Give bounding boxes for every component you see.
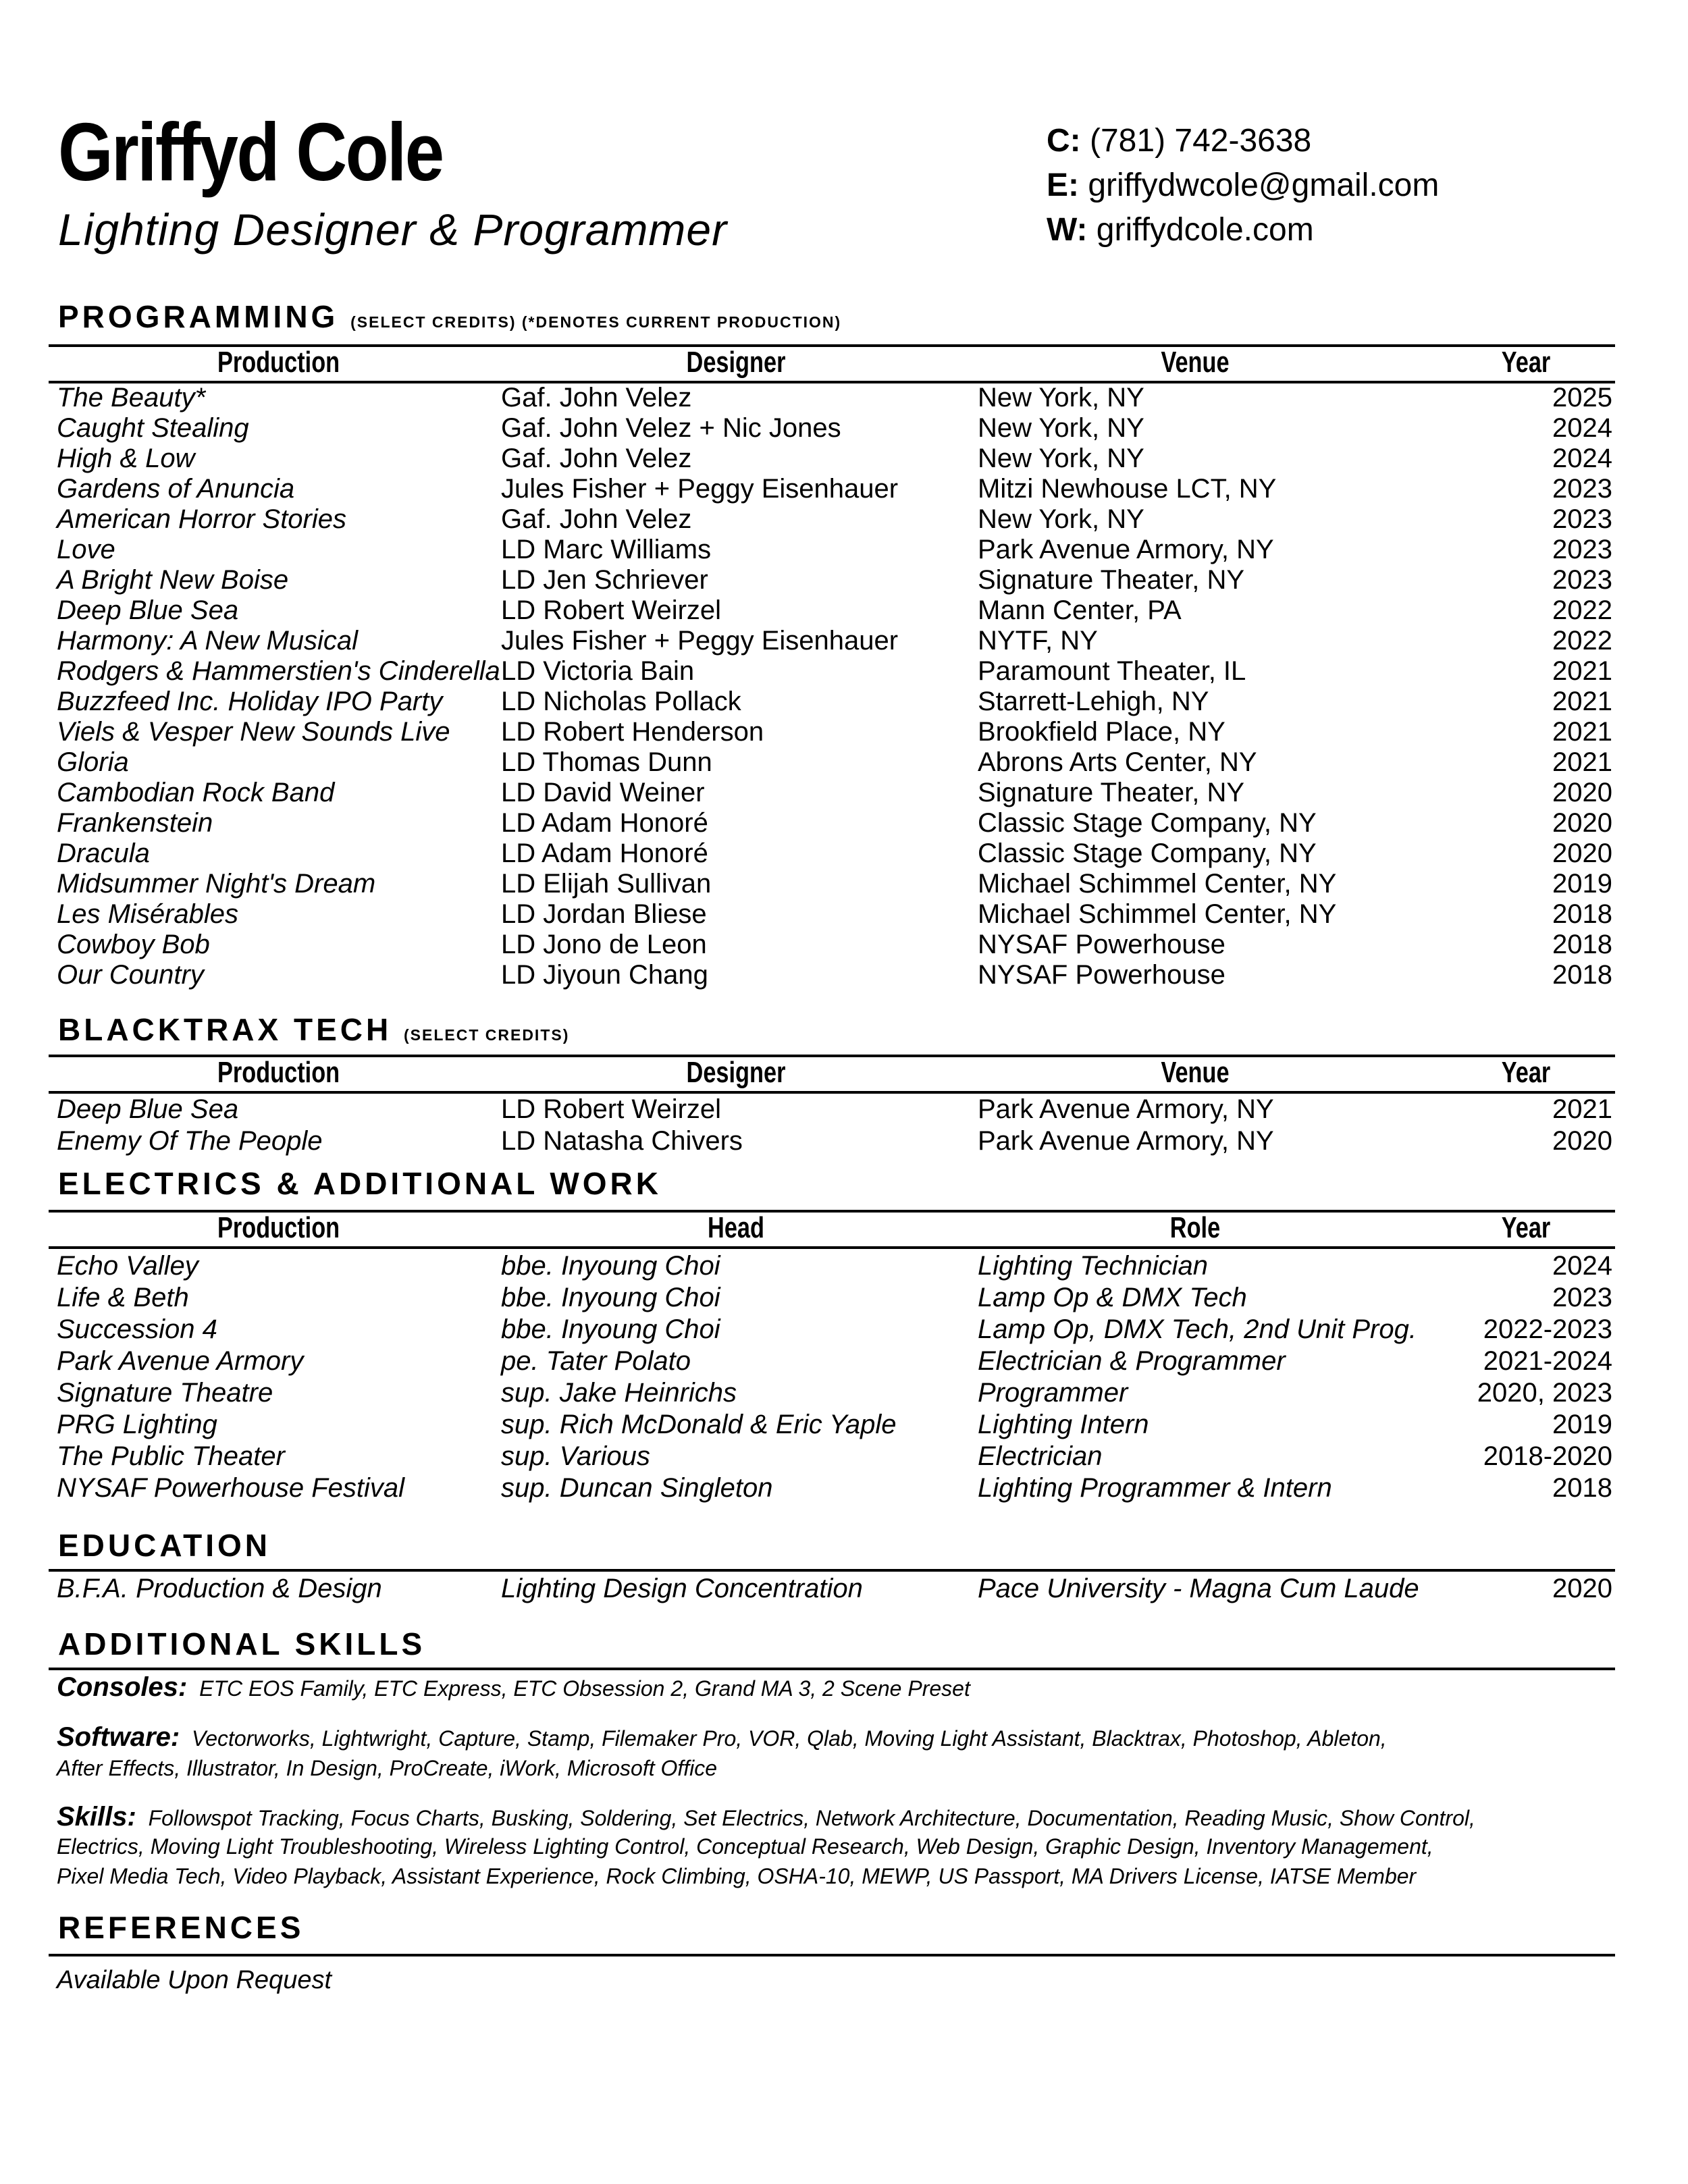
electrics-col-production: Production <box>217 1211 340 1244</box>
electrics-row-6-production: The Public Theater <box>57 1441 285 1471</box>
programming-row-12-col2: LD Thomas Dunn <box>501 747 712 777</box>
programming-row-15-production: Dracula <box>57 838 150 868</box>
skills-skills-line-1 <box>57 1801 1475 1834</box>
blacktrax-row-1-col2: LD Natasha Chivers <box>501 1126 743 1156</box>
electrics-row-5-production: PRG Lighting <box>57 1410 217 1439</box>
blacktrax-col-venue: Venue <box>1161 1056 1230 1089</box>
education-year: 2020 <box>1552 1574 1612 1603</box>
blacktrax-heading <box>58 1011 569 1048</box>
programming-row-1-year: 2024 <box>1552 413 1612 443</box>
electrics-row-4-year: 2020, 2023 <box>1477 1378 1612 1408</box>
skills-consoles-line <box>57 1672 970 1704</box>
programming-row-18-year: 2018 <box>1552 930 1612 959</box>
programming-row-17-production: Les Misérables <box>57 899 239 929</box>
programming-row-11-production: Viels & Vesper New Sounds Live <box>57 717 450 747</box>
programming-row-15-year: 2020 <box>1552 838 1612 868</box>
programming-row-11-year: 2021 <box>1552 717 1612 747</box>
skills-skills-line-2: Electrics, Moving Light Troubleshooting, Wireless Lighting Control, Conceptual Research, Web Design, Graphic Design, Inventory Management, <box>57 1834 1433 1859</box>
electrics-row-7-production: NYSAF Powerhouse Festival <box>57 1473 405 1503</box>
programming-row-9-col3: Paramount Theater, IL <box>978 656 1246 686</box>
electrics-col-head: Head <box>708 1211 764 1244</box>
references-text: Available Upon Request <box>57 1966 332 1994</box>
blacktrax-row-0-production: Deep Blue Sea <box>57 1094 239 1124</box>
programming-row-19-col2: LD Jiyoun Chang <box>501 960 708 990</box>
programming-row-18-production: Cowboy Bob <box>57 930 210 959</box>
programming-row-3-year: 2023 <box>1552 474 1612 504</box>
programming-row-17-col3: Michael Schimmel Center, NY <box>978 899 1337 929</box>
electrics-row-1-col3: Lamp Op & DMX Tech <box>978 1283 1247 1312</box>
programming-row-14-production: Frankenstein <box>57 808 213 838</box>
education-concentration: Lighting Design Concentration <box>501 1574 863 1603</box>
electrics-row-4-col2: sup. Jake Heinrichs <box>501 1378 737 1408</box>
programming-row-0-production: The Beauty* <box>57 383 206 412</box>
programming-row-15-col3: Classic Stage Company, NY <box>978 838 1317 868</box>
skills-skills-line-3: Pixel Media Tech, Video Playback, Assistant Experience, Rock Climbing, OSHA-10, MEWP, US Passport, MA Drivers License, IATSE Member <box>57 1864 1417 1888</box>
electrics-row-0-year: 2024 <box>1552 1251 1612 1281</box>
blacktrax-row-0-col2: LD Robert Weirzel <box>501 1094 722 1124</box>
electrics-col-role: Role <box>1169 1211 1221 1244</box>
programming-row-5-col2: LD Marc Williams <box>501 535 712 564</box>
programming-row-4-year: 2023 <box>1552 504 1612 534</box>
skills-rule <box>49 1668 1615 1670</box>
electrics-rule-header <box>49 1246 1615 1249</box>
electrics-row-0-col2: bbe. Inyoung Choi <box>501 1251 720 1281</box>
education-degree: B.F.A. Production & Design <box>57 1574 382 1603</box>
programming-row-13-col2: LD David Weiner <box>501 778 705 807</box>
electrics-row-7-col3: Lighting Programmer & Intern <box>978 1473 1332 1503</box>
programming-row-5-production: Love <box>57 535 115 564</box>
electrics-row-1-col2: bbe. Inyoung Choi <box>501 1283 720 1312</box>
skills-software-text-1: Vectorworks, Lightwright, Capture, Stamp, Filemaker Pro, VOR, Qlab, Moving Light Assistant, Blacktrax, Photoshop, Ableton, <box>192 1726 1387 1751</box>
programming-row-8-col3: NYTF, NY <box>978 626 1098 656</box>
blacktrax-row-1-year: 2020 <box>1552 1126 1612 1156</box>
programming-row-9-production: Rodgers & Hammerstien's Cinderella <box>57 656 500 686</box>
programming-row-12-production: Gloria <box>57 747 129 777</box>
programming-row-3-col2: Jules Fisher + Peggy Eisenhauer <box>501 474 899 504</box>
programming-row-11-col3: Brookfield Place, NY <box>978 717 1225 747</box>
contact-phone-label: C: <box>1047 123 1081 159</box>
programming-row-10-year: 2021 <box>1552 687 1612 716</box>
blacktrax-note: (SELECT CREDITS) <box>403 1026 570 1044</box>
programming-row-18-col2: LD Jono de Leon <box>501 930 707 959</box>
programming-col-production: Production <box>217 346 340 379</box>
contact-website-label: W: <box>1047 212 1088 248</box>
programming-row-1-production: Caught Stealing <box>57 413 249 443</box>
programming-row-7-col2: LD Robert Weirzel <box>501 595 722 625</box>
skills-software-line-2: After Effects, Illustrator, In Design, ProCreate, iWork, Microsoft Office <box>57 1756 718 1780</box>
electrics-row-1-production: Life & Beth <box>57 1283 189 1312</box>
skills-skills-label: Skills: <box>57 1802 136 1832</box>
electrics-col-year: Year <box>1501 1211 1551 1244</box>
electrics-row-4-col3: Programmer <box>978 1378 1128 1408</box>
programming-row-12-year: 2021 <box>1552 747 1612 777</box>
skills-consoles-label: Consoles: <box>57 1672 188 1702</box>
skills-software-label: Software: <box>57 1722 180 1752</box>
electrics-row-7-year: 2018 <box>1552 1473 1612 1503</box>
electrics-row-2-year: 2022-2023 <box>1483 1314 1612 1344</box>
education-heading <box>58 1527 271 1564</box>
blacktrax-row-1-col3: Park Avenue Armory, NY <box>978 1126 1274 1156</box>
electrics-row-6-col2: sup. Various <box>501 1441 650 1471</box>
programming-row-1-col2: Gaf. John Velez + Nic Jones <box>501 413 841 443</box>
programming-row-0-col3: New York, NY <box>978 383 1144 412</box>
programming-heading <box>58 298 841 335</box>
skills-title: ADDITIONAL SKILLS <box>58 1626 426 1661</box>
electrics-row-7-col2: sup. Duncan Singleton <box>501 1473 773 1503</box>
education-rule <box>49 1569 1615 1572</box>
references-rule <box>49 1954 1615 1956</box>
programming-row-16-year: 2019 <box>1552 869 1612 899</box>
programming-col-venue: Venue <box>1161 346 1230 379</box>
electrics-row-4-production: Signature Theatre <box>57 1378 273 1408</box>
blacktrax-title: BLACKTRAX TECH <box>58 1012 392 1047</box>
programming-row-18-col3: NYSAF Powerhouse <box>978 930 1225 959</box>
programming-row-13-production: Cambodian Rock Band <box>57 778 335 807</box>
programming-row-3-col3: Mitzi Newhouse LCT, NY <box>978 474 1277 504</box>
electrics-row-6-year: 2018-2020 <box>1483 1441 1612 1471</box>
resume-name: Griffyd Cole <box>58 106 443 198</box>
programming-row-19-production: Our Country <box>57 960 204 990</box>
programming-row-6-col3: Signature Theater, NY <box>978 565 1245 595</box>
electrics-row-6-col3: Electrician <box>978 1441 1103 1471</box>
blacktrax-row-0-year: 2021 <box>1552 1094 1612 1124</box>
electrics-row-2-col3: Lamp Op, DMX Tech, 2nd Unit Prog. <box>978 1314 1417 1344</box>
programming-row-7-col3: Mann Center, PA <box>978 595 1182 625</box>
references-title: REFERENCES <box>58 1910 305 1945</box>
blacktrax-col-year: Year <box>1501 1056 1551 1089</box>
programming-row-19-year: 2018 <box>1552 960 1612 990</box>
programming-row-12-col3: Abrons Arts Center, NY <box>978 747 1257 777</box>
skills-consoles-text: ETC EOS Family, ETC Express, ETC Obsession 2, Grand MA 3, 2 Scene Preset <box>199 1676 970 1701</box>
programming-row-1-col3: New York, NY <box>978 413 1144 443</box>
programming-row-10-col3: Starrett-Lehigh, NY <box>978 687 1209 716</box>
electrics-row-5-year: 2019 <box>1552 1410 1612 1439</box>
blacktrax-col-designer: Designer <box>686 1056 786 1089</box>
programming-row-17-col2: LD Jordan Bliese <box>501 899 707 929</box>
programming-row-10-col2: LD Nicholas Pollack <box>501 687 741 716</box>
programming-row-4-production: American Horror Stories <box>57 504 347 534</box>
resume-title: Lighting Designer & Programmer <box>58 205 728 255</box>
programming-row-0-year: 2025 <box>1552 383 1612 412</box>
contact-website <box>1047 208 1439 252</box>
programming-row-9-year: 2021 <box>1552 656 1612 686</box>
programming-row-19-col3: NYSAF Powerhouse <box>978 960 1225 990</box>
programming-row-16-col2: LD Elijah Sullivan <box>501 869 712 899</box>
programming-row-15-col2: LD Adam Honoré <box>501 838 708 868</box>
electrics-row-3-col2: pe. Tater Polato <box>501 1346 691 1376</box>
programming-row-7-year: 2022 <box>1552 595 1612 625</box>
blacktrax-col-production: Production <box>217 1056 340 1089</box>
programming-row-16-production: Midsummer Night's Dream <box>57 869 376 899</box>
programming-row-9-col2: LD Victoria Bain <box>501 656 695 686</box>
education-title: EDUCATION <box>58 1528 271 1563</box>
programming-col-year: Year <box>1501 346 1551 379</box>
programming-col-designer: Designer <box>686 346 786 379</box>
programming-row-0-col2: Gaf. John Velez <box>501 383 692 412</box>
programming-row-2-production: High & Low <box>57 444 195 473</box>
skills-heading <box>58 1626 425 1662</box>
programming-row-2-col2: Gaf. John Velez <box>501 444 692 473</box>
contact-email-label: E: <box>1047 167 1079 203</box>
electrics-row-2-col2: bbe. Inyoung Choi <box>501 1314 720 1344</box>
education-school: Pace University - Magna Cum Laude <box>978 1574 1419 1603</box>
electrics-row-5-col3: Lighting Intern <box>978 1410 1149 1439</box>
contact-phone <box>1047 119 1439 163</box>
programming-row-6-col2: LD Jen Schriever <box>501 565 708 595</box>
electrics-row-0-production: Echo Valley <box>57 1251 199 1281</box>
programming-row-14-col2: LD Adam Honoré <box>501 808 708 838</box>
programming-row-17-year: 2018 <box>1552 899 1612 929</box>
electrics-row-5-col2: sup. Rich McDonald & Eric Yaple <box>501 1410 897 1439</box>
programming-row-5-year: 2023 <box>1552 535 1612 564</box>
electrics-row-2-production: Succession 4 <box>57 1314 217 1344</box>
programming-row-6-production: A Bright New Boise <box>57 565 289 595</box>
electrics-row-3-year: 2021-2024 <box>1483 1346 1612 1376</box>
programming-row-5-col3: Park Avenue Armory, NY <box>978 535 1274 564</box>
electrics-heading <box>58 1165 662 1202</box>
programming-row-8-production: Harmony: A New Musical <box>57 626 359 656</box>
electrics-title: ELECTRICS & ADDITIONAL WORK <box>58 1166 662 1201</box>
contact-phone-value[interactable]: (781) 742-3638 <box>1090 123 1312 159</box>
programming-title: PROGRAMMING <box>58 299 339 334</box>
electrics-row-1-year: 2023 <box>1552 1283 1612 1312</box>
skills-software-line-1 <box>57 1722 1387 1754</box>
programming-row-7-production: Deep Blue Sea <box>57 595 239 625</box>
references-heading <box>58 1909 304 1946</box>
programming-row-13-year: 2020 <box>1552 778 1612 807</box>
contact-website-value[interactable]: griffydcole.com <box>1096 212 1314 248</box>
programming-row-14-year: 2020 <box>1552 808 1612 838</box>
contact-email <box>1047 163 1439 208</box>
programming-row-4-col3: New York, NY <box>978 504 1144 534</box>
programming-row-6-year: 2023 <box>1552 565 1612 595</box>
programming-row-8-col2: Jules Fisher + Peggy Eisenhauer <box>501 626 899 656</box>
skills-skills-text-1: Followspot Tracking, Focus Charts, Busking, Soldering, Set Electrics, Network Architecture, Documentation, Reading Music, Show Control, <box>148 1806 1475 1830</box>
blacktrax-row-0-col3: Park Avenue Armory, NY <box>978 1094 1274 1124</box>
programming-row-13-col3: Signature Theater, NY <box>978 778 1245 807</box>
programming-row-14-col3: Classic Stage Company, NY <box>978 808 1317 838</box>
programming-row-8-year: 2022 <box>1552 626 1612 656</box>
programming-note: (SELECT CREDITS) (*DENOTES CURRENT PRODUCTION) <box>350 313 842 331</box>
contact-block <box>1047 119 1439 252</box>
contact-email-value[interactable]: griffydwcole@gmail.com <box>1088 167 1440 203</box>
programming-row-16-col3: Michael Schimmel Center, NY <box>978 869 1337 899</box>
programming-row-2-year: 2024 <box>1552 444 1612 473</box>
blacktrax-row-1-production: Enemy Of The People <box>57 1126 323 1156</box>
programming-row-3-production: Gardens of Anuncia <box>57 474 295 504</box>
programming-row-4-col2: Gaf. John Velez <box>501 504 692 534</box>
electrics-row-0-col3: Lighting Technician <box>978 1251 1208 1281</box>
programming-row-11-col2: LD Robert Henderson <box>501 717 764 747</box>
programming-row-2-col3: New York, NY <box>978 444 1144 473</box>
programming-row-10-production: Buzzfeed Inc. Holiday IPO Party <box>57 687 443 716</box>
electrics-row-3-col3: Electrician & Programmer <box>978 1346 1286 1376</box>
electrics-row-3-production: Park Avenue Armory <box>57 1346 304 1376</box>
